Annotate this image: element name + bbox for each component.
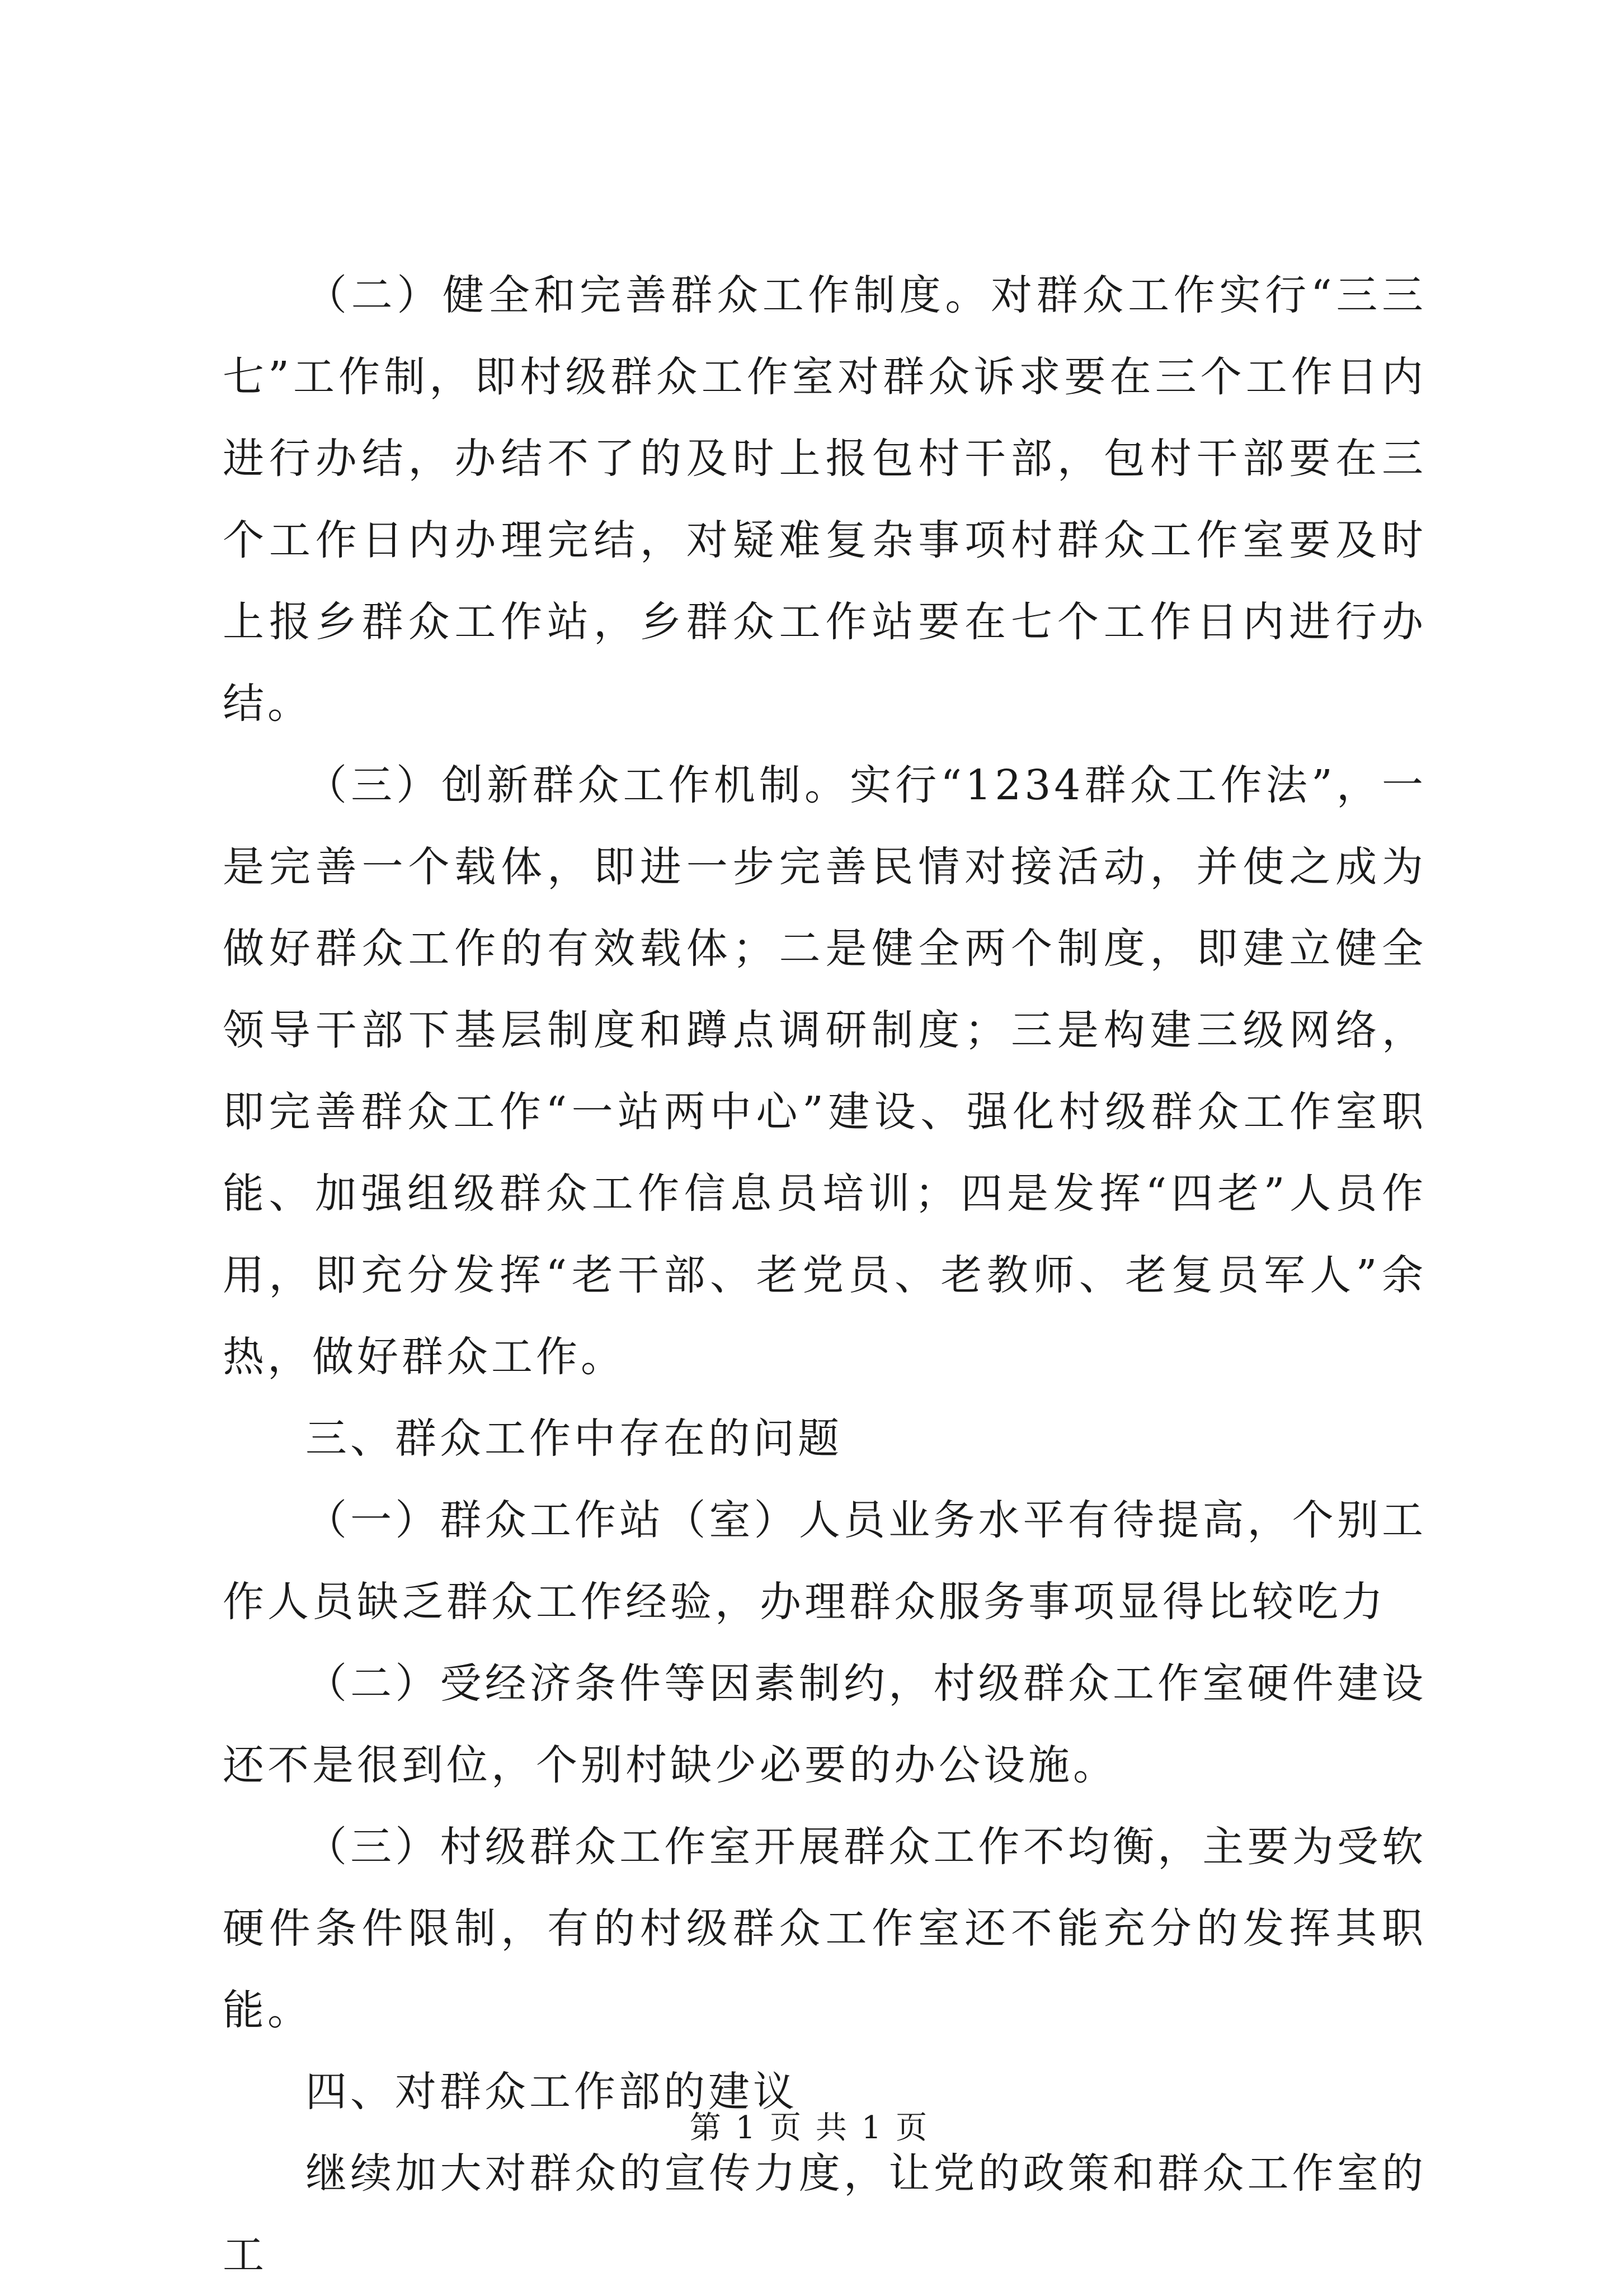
paragraph-problem-1: （一）群众工作站（室）人员业务水平有待提高，个别工作人员缺乏群众工作经验，办理群众服务事项显得比较吃力 bbox=[223, 1496, 1427, 1626]
paragraph-mechanism: （三）创新群众工作机制。实行“1234群众工作法”，一是完善一个载体，即进一步完善民情对接活动，并使之成为做好群众工作的有效载体；二是健全两个制度，即建立健全领导干部下基层制度和蹲点调研制度；三是构建三级网络，即完善群众工作“一站两中心”建设、强化村级群众工作室职能、加强组级群众工作信息员培训；四是发挥“四老”人员作用，即充分发挥“老干部、老党员、老教师、老复员军人”余热，做好群众工作。 bbox=[223, 761, 1427, 1381]
paragraph-problem-3: （三）村级群众工作室开展群众工作不均衡，主要为受软硬件条件限制，有的村级群众工作室还不能充分的发挥其职能。 bbox=[223, 1823, 1427, 2034]
paragraph-system: （二）健全和完善群众工作制度。对群众工作实行“三三七”工作制，即村级群众工作室对群众诉求要在三个工作日内进行办结，办结不了的及时上报包村干部，包村干部要在三个工作日内办理完结，对疑难复杂事项村群众工作室要及时上报乡群众工作站，乡群众工作站要在七个工作日内进行办结。 bbox=[223, 271, 1427, 728]
paragraph-suggestion: 继续加大对群众的宣传力度，让党的政策和群众工作室的工 bbox=[223, 2149, 1427, 2279]
document-body bbox=[223, 254, 1427, 2296]
section-heading-problems: 三、群众工作中存在的问题 bbox=[305, 1415, 843, 1463]
section-heading-suggestions: 四、对群众工作部的建议 bbox=[305, 2068, 798, 2116]
paragraph-problem-2: （二）受经济条件等因素制约，村级群众工作室硬件建设还不是很到位，个别村缺少必要的办公设施。 bbox=[223, 1659, 1427, 1789]
page-footer: 第 1 页 共 1 页 bbox=[689, 2110, 930, 2146]
